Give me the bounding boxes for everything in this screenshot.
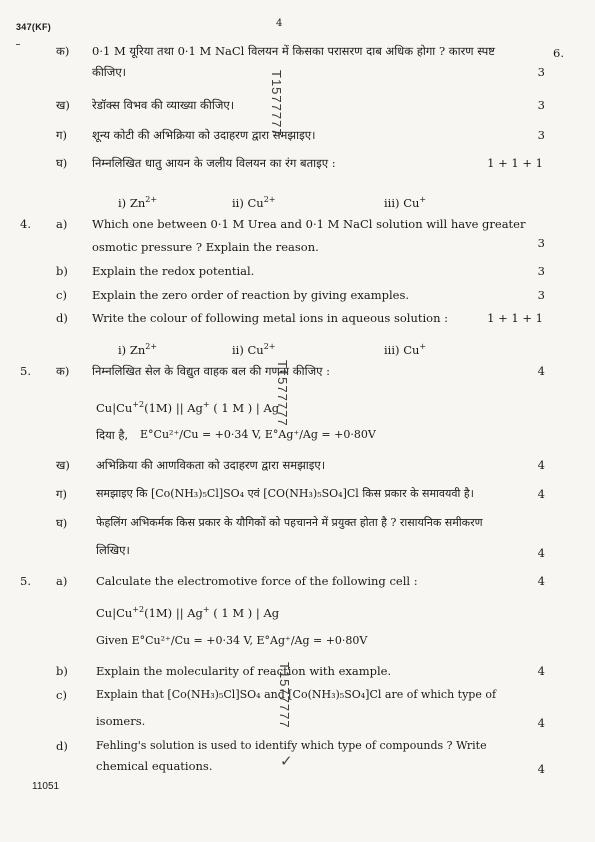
- ion-label: i): [118, 196, 127, 210]
- checkmark-icon: ✓: [280, 752, 293, 770]
- q4-hindi-b-marks: 3: [537, 98, 545, 112]
- ion-charge: 2+: [263, 342, 276, 351]
- ion-label: ii): [232, 343, 244, 357]
- q5-hindi-b-label: ख): [56, 458, 70, 472]
- q4-english-c-label: c): [56, 288, 67, 302]
- q4-hindi-d-label: घ): [56, 156, 68, 170]
- q5-hindi-a-marks: 4: [537, 364, 545, 378]
- q4-english-c-text: Explain the zero order of reaction by giving examples.: [92, 288, 410, 302]
- ion-label: iii): [384, 196, 400, 210]
- q5-hindi-c-label: ग): [56, 487, 67, 501]
- q5-english-d-line2: chemical equations.: [96, 759, 213, 773]
- q4-english-d-marks: 1 + 1 + 1: [487, 311, 543, 325]
- cell-anode: Cu|Cu: [96, 401, 133, 415]
- q4-hindi-a-marks: 3: [537, 65, 545, 79]
- cell-cathode: ( 1 M ) | Ag: [209, 401, 280, 415]
- cell-anode: Cu|Cu: [96, 606, 133, 620]
- ion-formula: Cu: [403, 343, 420, 357]
- q4-hindi-c-text: शून्य कोटी की अभिक्रिया को उदाहरण द्वारा समझाइए।: [92, 128, 316, 142]
- ion-formula: Cu: [403, 196, 420, 210]
- roll-number-stamp: T1577777: [269, 70, 284, 137]
- given-prefix: दिया है,: [96, 428, 129, 442]
- roll-number-stamp: T1577777: [275, 360, 290, 427]
- q5-hindi-b-marks: 4: [537, 458, 545, 472]
- q4-hindi-b-label: ख): [56, 98, 70, 112]
- q4-hindi-a-label: क): [56, 44, 70, 58]
- given-equation: E°Cu²⁺/Cu = +0·34 V, E°Ag⁺/Ag = +0·80V: [140, 428, 376, 441]
- cell-anode-charge: +2: [132, 605, 145, 614]
- q4-english-b-marks: 3: [537, 264, 545, 278]
- q5-hindi-d-marks: 4: [537, 546, 545, 560]
- roll-number-stamp: T1577777: [277, 662, 292, 729]
- q5-english-a-label: a): [56, 574, 68, 588]
- ion-formula: Cu: [247, 343, 264, 357]
- ion-charge: +: [419, 342, 427, 351]
- q5-hindi-c-marks: 4: [537, 487, 545, 501]
- q4-hindi-d-text: निम्नलिखित धातु आयन के जलीय विलयन का रंग बताइए :: [92, 156, 336, 170]
- given-equation: Given E°Cu²⁺/Cu = +0·34 V, E°Ag⁺/Ag = +0·80V: [96, 634, 368, 647]
- cell-ag-charge: +: [202, 400, 210, 409]
- cell-notation: [96, 398, 279, 415]
- q5-english-d-line1: Fehling's solution is used to identify which type of compounds ? Write: [96, 739, 487, 752]
- ion-label: i): [118, 343, 127, 357]
- q4-english-d-label: d): [56, 311, 68, 325]
- q4-english-a-label: a): [56, 217, 68, 231]
- q4-english-b-text: Explain the redox potential.: [92, 264, 255, 278]
- ion-label: ii): [232, 196, 244, 210]
- q4-hindi-a-line1: 0·1 M यूरिया तथा 0·1 M NaCl विलयन में किसका परासरण दाब अधिक होगा ? कारण स्पष्ट: [92, 44, 495, 58]
- q5-english-b-label: b): [56, 664, 68, 678]
- q5-english-b-text: Explain the molecularity of reaction with example.: [96, 664, 392, 678]
- q5-hindi-d-label: घ): [56, 516, 68, 530]
- q4-english-d-text: Write the colour of following metal ions in aqueous solution :: [92, 311, 449, 325]
- q4-english-a-line1: Which one between 0·1 M Urea and 0·1 M NaCl solution will have greater: [92, 217, 526, 231]
- q4-english-b-label: b): [56, 264, 68, 278]
- ion-charge: 2+: [145, 195, 158, 204]
- q4-hindi-c-label: ग): [56, 128, 67, 142]
- q5-english-b-marks: 4: [537, 664, 545, 678]
- q4-english-a-marks: 3: [537, 236, 545, 250]
- q5-english-number: 5.: [20, 574, 31, 588]
- q5-hindi-c-text: समझाइए कि [Co(NH₃)₅Cl]SO₄ एवं [CO(NH₃)₅SO₄]Cl किस प्रकार के समावयवी है।: [96, 487, 474, 500]
- cell-ag-charge: +: [202, 605, 210, 614]
- ion-formula: Zn: [129, 196, 146, 210]
- q5-hindi-a-text: निम्नलिखित सेल के विद्युत वाहक बल की गणना कीजिए :: [92, 364, 330, 378]
- q5-hindi-d-line2: लिखिए।: [96, 543, 130, 557]
- q5-english-a-text: Calculate the electromotive force of the following cell :: [96, 574, 418, 588]
- ion-charge: 2+: [145, 342, 158, 351]
- ion-formula: Zn: [129, 343, 146, 357]
- q5-hindi-a-label: क): [56, 364, 70, 378]
- q4-hindi-c-marks: 3: [537, 128, 545, 142]
- q4-english-c-marks: 3: [537, 288, 545, 302]
- ion-formula: Cu: [247, 196, 264, 210]
- q5-english-c-marks: 4: [537, 716, 545, 730]
- cell-mid: (1M) || Ag: [144, 606, 203, 620]
- paper-code: 347(KF): [16, 22, 52, 32]
- margin-mark: [16, 44, 20, 45]
- q4-hindi-d-marks: 1 + 1 + 1: [487, 156, 543, 170]
- q4-side-number: 6.: [553, 46, 564, 60]
- q5-english-d-label: d): [56, 739, 68, 753]
- q4-english-a-line2: osmotic pressure ? Explain the reason.: [92, 240, 319, 254]
- q5-english-a-marks: 4: [537, 574, 545, 588]
- cell-cathode: ( 1 M ) | Ag: [209, 606, 280, 620]
- q5-hindi-b-text: अभिक्रिया की आणविकता को उदाहरण द्वारा समझाइए।: [96, 458, 326, 472]
- q4-number: 4.: [20, 217, 31, 231]
- q5-hindi-d-line1: फेहलिंग अभिकर्मक किस प्रकार के यौगिकों को पहचानने में प्रयुक्त होता है ? रासायनिक समीकरण: [96, 516, 483, 529]
- q4-hindi-a-line2: कीजिए।: [92, 65, 127, 79]
- cell-notation: [96, 603, 279, 620]
- q4-hindi-b-text: रेडॉक्स विभव की व्याख्या कीजिए।: [92, 98, 235, 112]
- q5-english-c-label: c): [56, 688, 67, 702]
- ion-label: iii): [384, 343, 400, 357]
- ion-charge: +: [419, 195, 427, 204]
- cell-mid: (1M) || Ag: [144, 401, 203, 415]
- q5-english-c-line1: Explain that [Co(NH₃)₅Cl]SO₄ and [Co(NH₃)₅SO₄]Cl are of which type of: [96, 688, 497, 701]
- q5-english-c-line2: isomers.: [96, 714, 146, 728]
- q5-english-d-marks: 4: [537, 762, 545, 776]
- footer-code: 11051: [32, 781, 60, 792]
- cell-anode-charge: +2: [132, 400, 145, 409]
- ion-charge: 2+: [263, 195, 276, 204]
- page-number: 4: [276, 18, 283, 29]
- q5-hindi-number: 5.: [20, 364, 31, 378]
